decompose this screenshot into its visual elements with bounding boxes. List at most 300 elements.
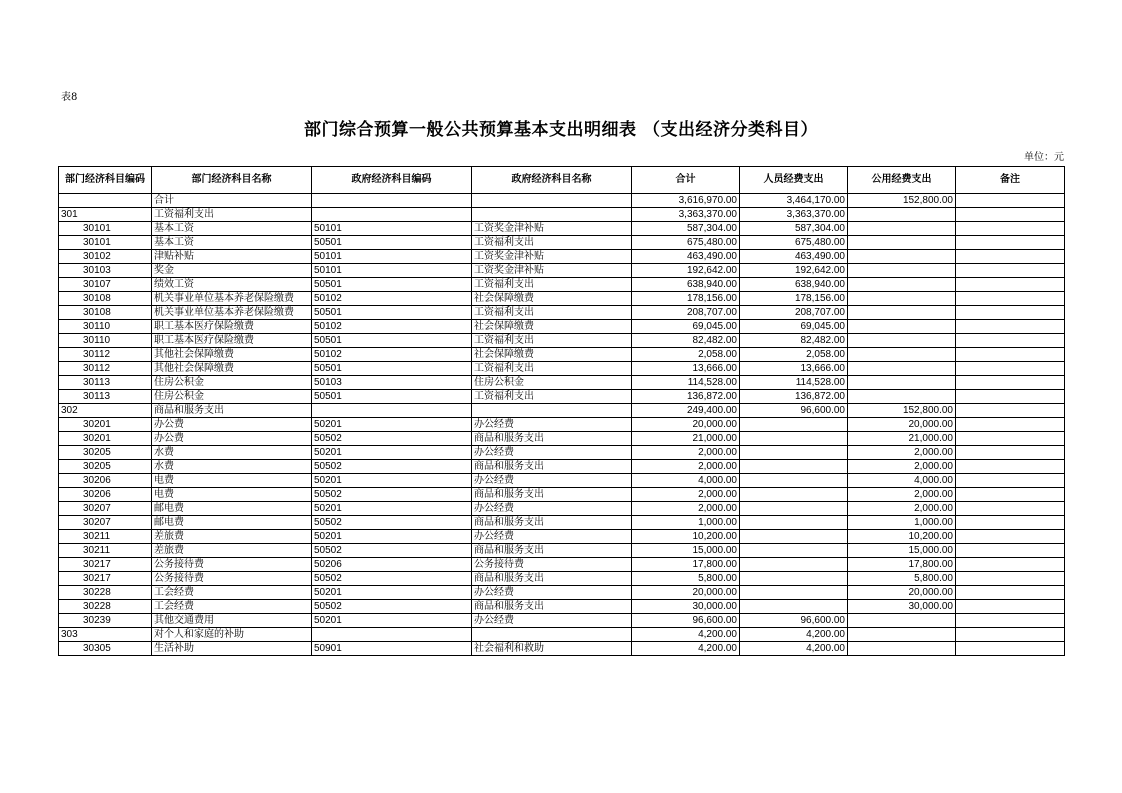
cell-dept-code: 30113 [59, 376, 152, 390]
cell-public [848, 642, 956, 656]
cell-dept-name: 基本工资 [152, 222, 312, 236]
cell-personnel: 463,490.00 [740, 250, 848, 264]
budget-table [58, 166, 1065, 656]
cell-public: 15,000.00 [848, 544, 956, 558]
cell-public: 30,000.00 [848, 600, 956, 614]
cell-total: 463,490.00 [632, 250, 740, 264]
cell-gov-name: 商品和服务支出 [472, 460, 632, 474]
cell-total: 20,000.00 [632, 418, 740, 432]
cell-dept-code: 30108 [59, 306, 152, 320]
cell-note [956, 334, 1065, 348]
cell-public [848, 362, 956, 376]
cell-dept-name: 生活补助 [152, 642, 312, 656]
table-row [59, 390, 1065, 404]
cell-total: 4,000.00 [632, 474, 740, 488]
cell-dept-code: 30112 [59, 348, 152, 362]
cell-personnel [740, 446, 848, 460]
cell-dept-code: 30217 [59, 558, 152, 572]
cell-dept-code [59, 194, 152, 208]
cell-gov-name: 住房公积金 [472, 376, 632, 390]
cell-dept-name: 津贴补贴 [152, 250, 312, 264]
cell-public: 20,000.00 [848, 586, 956, 600]
table-row [59, 460, 1065, 474]
cell-gov-code: 50502 [312, 460, 472, 474]
cell-dept-code: 30101 [59, 222, 152, 236]
cell-gov-name: 工资福利支出 [472, 278, 632, 292]
cell-personnel [740, 558, 848, 572]
table-body [59, 194, 1065, 656]
cell-dept-code: 301 [59, 208, 152, 222]
cell-personnel: 2,058.00 [740, 348, 848, 362]
cell-dept-name: 机关事业单位基本养老保险缴费 [152, 292, 312, 306]
cell-personnel: 4,200.00 [740, 642, 848, 656]
cell-dept-name: 邮电费 [152, 516, 312, 530]
cell-gov-code: 50501 [312, 278, 472, 292]
cell-gov-name: 商品和服务支出 [472, 432, 632, 446]
cell-total: 2,000.00 [632, 502, 740, 516]
cell-dept-code: 30101 [59, 236, 152, 250]
cell-personnel [740, 530, 848, 544]
table-row [59, 432, 1065, 446]
cell-note [956, 642, 1065, 656]
table-row [59, 208, 1065, 222]
cell-public [848, 348, 956, 362]
cell-note [956, 474, 1065, 488]
cell-public [848, 264, 956, 278]
cell-gov-name: 工资福利支出 [472, 390, 632, 404]
cell-dept-name: 邮电费 [152, 502, 312, 516]
cell-dept-code: 30217 [59, 572, 152, 586]
cell-total: 2,058.00 [632, 348, 740, 362]
cell-gov-code: 50502 [312, 572, 472, 586]
cell-note [956, 460, 1065, 474]
cell-gov-name: 商品和服务支出 [472, 600, 632, 614]
cell-note [956, 278, 1065, 292]
cell-personnel: 3,464,170.00 [740, 194, 848, 208]
cell-gov-code: 50201 [312, 502, 472, 516]
cell-public: 152,800.00 [848, 404, 956, 418]
cell-dept-name: 其他社会保障缴费 [152, 348, 312, 362]
cell-total: 2,000.00 [632, 460, 740, 474]
cell-personnel: 96,600.00 [740, 404, 848, 418]
cell-dept-code: 30112 [59, 362, 152, 376]
cell-total: 4,200.00 [632, 642, 740, 656]
cell-gov-name: 社会福利和救助 [472, 642, 632, 656]
table-header-row [59, 167, 1065, 194]
cell-total: 675,480.00 [632, 236, 740, 250]
cell-gov-code: 50502 [312, 600, 472, 614]
table-tag: 表8 [61, 92, 78, 103]
cell-note [956, 194, 1065, 208]
cell-gov-code: 50206 [312, 558, 472, 572]
cell-dept-code: 30110 [59, 334, 152, 348]
cell-note [956, 404, 1065, 418]
cell-personnel: 136,872.00 [740, 390, 848, 404]
cell-dept-code: 30228 [59, 586, 152, 600]
cell-total: 82,482.00 [632, 334, 740, 348]
cell-total: 13,666.00 [632, 362, 740, 376]
cell-gov-name: 商品和服务支出 [472, 516, 632, 530]
table-row [59, 488, 1065, 502]
cell-dept-name: 水费 [152, 446, 312, 460]
table-row [59, 474, 1065, 488]
cell-gov-code: 50103 [312, 376, 472, 390]
cell-gov-name: 工资福利支出 [472, 334, 632, 348]
cell-gov-code [312, 208, 472, 222]
table-row [59, 404, 1065, 418]
cell-public [848, 390, 956, 404]
header-note: 备注 [956, 167, 1065, 194]
cell-total: 192,642.00 [632, 264, 740, 278]
table-row [59, 376, 1065, 390]
cell-public: 20,000.00 [848, 418, 956, 432]
cell-gov-name: 商品和服务支出 [472, 488, 632, 502]
table-row [59, 558, 1065, 572]
cell-dept-name: 绩效工资 [152, 278, 312, 292]
cell-gov-name: 工资奖金津补贴 [472, 222, 632, 236]
cell-dept-code: 30113 [59, 390, 152, 404]
cell-personnel: 192,642.00 [740, 264, 848, 278]
cell-dept-code: 30305 [59, 642, 152, 656]
cell-gov-code: 50502 [312, 488, 472, 502]
cell-dept-name: 合计 [152, 194, 312, 208]
cell-public: 152,800.00 [848, 194, 956, 208]
cell-dept-code: 30207 [59, 502, 152, 516]
cell-total: 3,363,370.00 [632, 208, 740, 222]
cell-gov-name: 社会保障缴费 [472, 320, 632, 334]
cell-gov-code: 50201 [312, 530, 472, 544]
cell-personnel [740, 460, 848, 474]
page-title: 部门综合预算一般公共预算基本支出明细表 （支出经济分类科目） [304, 120, 818, 140]
table-row [59, 348, 1065, 362]
cell-dept-name: 对个人和家庭的补助 [152, 628, 312, 642]
cell-gov-code: 50201 [312, 446, 472, 460]
cell-note [956, 614, 1065, 628]
cell-personnel [740, 418, 848, 432]
cell-total: 3,616,970.00 [632, 194, 740, 208]
cell-dept-name: 职工基本医疗保险缴费 [152, 320, 312, 334]
table-row [59, 292, 1065, 306]
cell-total: 69,045.00 [632, 320, 740, 334]
cell-gov-name [472, 628, 632, 642]
cell-gov-name: 社会保障缴费 [472, 292, 632, 306]
cell-personnel: 638,940.00 [740, 278, 848, 292]
cell-dept-code: 30108 [59, 292, 152, 306]
cell-gov-code: 50201 [312, 586, 472, 600]
cell-dept-code: 303 [59, 628, 152, 642]
table-row [59, 502, 1065, 516]
cell-dept-code: 30102 [59, 250, 152, 264]
cell-gov-name [472, 208, 632, 222]
cell-public: 21,000.00 [848, 432, 956, 446]
table-row [59, 334, 1065, 348]
cell-public [848, 334, 956, 348]
cell-dept-name: 基本工资 [152, 236, 312, 250]
cell-dept-name: 差旅费 [152, 544, 312, 558]
cell-gov-code: 50501 [312, 306, 472, 320]
cell-note [956, 586, 1065, 600]
table-row [59, 572, 1065, 586]
header-personnel: 人员经费支出 [740, 167, 848, 194]
cell-personnel [740, 488, 848, 502]
cell-public [848, 236, 956, 250]
cell-dept-code: 30206 [59, 488, 152, 502]
cell-note [956, 362, 1065, 376]
cell-personnel [740, 516, 848, 530]
cell-total: 30,000.00 [632, 600, 740, 614]
header-total: 合计 [632, 167, 740, 194]
cell-public [848, 222, 956, 236]
cell-public: 2,000.00 [848, 460, 956, 474]
cell-public: 5,800.00 [848, 572, 956, 586]
cell-dept-code: 302 [59, 404, 152, 418]
cell-personnel [740, 432, 848, 446]
table-row [59, 320, 1065, 334]
cell-personnel: 208,707.00 [740, 306, 848, 320]
cell-personnel [740, 474, 848, 488]
header-dept-code: 部门经济科目编码 [59, 167, 152, 194]
cell-dept-code: 30205 [59, 446, 152, 460]
unit-label: 单位：元 [1024, 152, 1064, 163]
cell-public [848, 614, 956, 628]
table-row [59, 642, 1065, 656]
cell-total: 1,000.00 [632, 516, 740, 530]
cell-gov-name: 工资福利支出 [472, 306, 632, 320]
cell-gov-name: 办公经费 [472, 446, 632, 460]
cell-dept-name: 奖金 [152, 264, 312, 278]
cell-gov-name: 工资福利支出 [472, 236, 632, 250]
cell-dept-code: 30211 [59, 530, 152, 544]
table-row [59, 446, 1065, 460]
cell-gov-name: 办公经费 [472, 502, 632, 516]
cell-gov-name [472, 194, 632, 208]
cell-dept-name: 工会经费 [152, 600, 312, 614]
cell-note [956, 222, 1065, 236]
cell-total: 20,000.00 [632, 586, 740, 600]
cell-gov-name: 办公经费 [472, 530, 632, 544]
cell-gov-code: 50501 [312, 236, 472, 250]
cell-personnel: 96,600.00 [740, 614, 848, 628]
cell-public [848, 628, 956, 642]
cell-dept-name: 办公费 [152, 432, 312, 446]
cell-total: 249,400.00 [632, 404, 740, 418]
cell-note [956, 572, 1065, 586]
table-row [59, 250, 1065, 264]
cell-note [956, 292, 1065, 306]
cell-public [848, 208, 956, 222]
cell-dept-name: 其他社会保障缴费 [152, 362, 312, 376]
cell-total: 178,156.00 [632, 292, 740, 306]
cell-total: 638,940.00 [632, 278, 740, 292]
cell-dept-code: 30103 [59, 264, 152, 278]
cell-dept-name: 住房公积金 [152, 390, 312, 404]
cell-total: 136,872.00 [632, 390, 740, 404]
cell-note [956, 516, 1065, 530]
cell-note [956, 306, 1065, 320]
table-row [59, 628, 1065, 642]
cell-gov-name: 办公经费 [472, 586, 632, 600]
cell-total: 5,800.00 [632, 572, 740, 586]
cell-personnel: 178,156.00 [740, 292, 848, 306]
cell-note [956, 600, 1065, 614]
cell-dept-code: 30201 [59, 418, 152, 432]
cell-total: 114,528.00 [632, 376, 740, 390]
table-row [59, 222, 1065, 236]
cell-note [956, 208, 1065, 222]
cell-note [956, 446, 1065, 460]
cell-total: 17,800.00 [632, 558, 740, 572]
cell-total: 4,200.00 [632, 628, 740, 642]
cell-personnel: 675,480.00 [740, 236, 848, 250]
cell-dept-code: 30211 [59, 544, 152, 558]
cell-gov-code: 50502 [312, 432, 472, 446]
table-row [59, 278, 1065, 292]
cell-gov-code [312, 194, 472, 208]
cell-gov-name: 办公经费 [472, 474, 632, 488]
cell-gov-code: 50502 [312, 516, 472, 530]
cell-dept-name: 机关事业单位基本养老保险缴费 [152, 306, 312, 320]
cell-dept-code: 30107 [59, 278, 152, 292]
cell-gov-name: 办公经费 [472, 614, 632, 628]
table-row [59, 586, 1065, 600]
cell-dept-code: 30110 [59, 320, 152, 334]
cell-gov-code: 50201 [312, 474, 472, 488]
cell-gov-code: 50102 [312, 348, 472, 362]
cell-dept-code: 30201 [59, 432, 152, 446]
cell-public [848, 250, 956, 264]
cell-dept-code: 30207 [59, 516, 152, 530]
cell-dept-name: 水费 [152, 460, 312, 474]
cell-dept-code: 30206 [59, 474, 152, 488]
cell-gov-code: 50102 [312, 292, 472, 306]
cell-public [848, 376, 956, 390]
cell-note [956, 544, 1065, 558]
table-row [59, 516, 1065, 530]
cell-public: 4,000.00 [848, 474, 956, 488]
table-row [59, 362, 1065, 376]
cell-note [956, 502, 1065, 516]
table-row [59, 530, 1065, 544]
table-row [59, 544, 1065, 558]
cell-gov-name: 工资奖金津补贴 [472, 250, 632, 264]
header-public: 公用经费支出 [848, 167, 956, 194]
cell-personnel: 13,666.00 [740, 362, 848, 376]
cell-note [956, 390, 1065, 404]
cell-note [956, 628, 1065, 642]
table-row [59, 418, 1065, 432]
cell-public: 1,000.00 [848, 516, 956, 530]
table-row [59, 600, 1065, 614]
cell-note [956, 236, 1065, 250]
cell-note [956, 530, 1065, 544]
cell-note [956, 264, 1065, 278]
table-row [59, 614, 1065, 628]
cell-total: 587,304.00 [632, 222, 740, 236]
cell-note [956, 348, 1065, 362]
cell-dept-code: 30205 [59, 460, 152, 474]
cell-dept-name: 电费 [152, 474, 312, 488]
cell-gov-name: 商品和服务支出 [472, 544, 632, 558]
cell-dept-name: 住房公积金 [152, 376, 312, 390]
cell-public [848, 292, 956, 306]
cell-personnel: 114,528.00 [740, 376, 848, 390]
table-row [59, 264, 1065, 278]
cell-gov-code [312, 404, 472, 418]
cell-dept-name: 电费 [152, 488, 312, 502]
header-dept-name: 部门经济科目名称 [152, 167, 312, 194]
cell-personnel [740, 502, 848, 516]
cell-gov-code: 50501 [312, 362, 472, 376]
cell-dept-code: 30239 [59, 614, 152, 628]
cell-total: 15,000.00 [632, 544, 740, 558]
header-gov-name: 政府经济科目名称 [472, 167, 632, 194]
cell-personnel: 69,045.00 [740, 320, 848, 334]
cell-dept-name: 其他交通费用 [152, 614, 312, 628]
cell-personnel: 82,482.00 [740, 334, 848, 348]
cell-gov-name: 社会保障缴费 [472, 348, 632, 362]
cell-total: 96,600.00 [632, 614, 740, 628]
cell-dept-name: 差旅费 [152, 530, 312, 544]
header-gov-code: 政府经济科目编码 [312, 167, 472, 194]
cell-personnel [740, 600, 848, 614]
cell-note [956, 488, 1065, 502]
cell-personnel: 587,304.00 [740, 222, 848, 236]
cell-personnel: 3,363,370.00 [740, 208, 848, 222]
cell-dept-name: 职工基本医疗保险缴费 [152, 334, 312, 348]
cell-note [956, 376, 1065, 390]
cell-public: 2,000.00 [848, 488, 956, 502]
cell-gov-code: 50501 [312, 334, 472, 348]
cell-gov-code: 50102 [312, 320, 472, 334]
cell-gov-name: 商品和服务支出 [472, 572, 632, 586]
cell-personnel [740, 586, 848, 600]
cell-gov-code: 50101 [312, 250, 472, 264]
cell-dept-name: 工会经费 [152, 586, 312, 600]
cell-dept-name: 工资福利支出 [152, 208, 312, 222]
cell-gov-code: 50101 [312, 264, 472, 278]
cell-dept-name: 商品和服务支出 [152, 404, 312, 418]
cell-dept-name: 公务接待费 [152, 572, 312, 586]
cell-gov-code: 50201 [312, 614, 472, 628]
cell-gov-code [312, 628, 472, 642]
cell-dept-name: 公务接待费 [152, 558, 312, 572]
cell-gov-code: 50201 [312, 418, 472, 432]
cell-public [848, 306, 956, 320]
cell-note [956, 250, 1065, 264]
cell-public: 2,000.00 [848, 502, 956, 516]
cell-gov-name: 工资奖金津补贴 [472, 264, 632, 278]
cell-total: 10,200.00 [632, 530, 740, 544]
cell-dept-name: 办公费 [152, 418, 312, 432]
cell-gov-name: 办公经费 [472, 418, 632, 432]
cell-total: 2,000.00 [632, 446, 740, 460]
table-row [59, 306, 1065, 320]
cell-gov-code: 50501 [312, 390, 472, 404]
cell-personnel [740, 572, 848, 586]
cell-total: 208,707.00 [632, 306, 740, 320]
table-row [59, 194, 1065, 208]
cell-note [956, 558, 1065, 572]
cell-total: 2,000.00 [632, 488, 740, 502]
cell-public [848, 278, 956, 292]
cell-gov-code: 50901 [312, 642, 472, 656]
cell-public: 10,200.00 [848, 530, 956, 544]
cell-gov-code: 50502 [312, 544, 472, 558]
cell-personnel: 4,200.00 [740, 628, 848, 642]
table-row [59, 236, 1065, 250]
cell-personnel [740, 544, 848, 558]
cell-gov-code: 50101 [312, 222, 472, 236]
